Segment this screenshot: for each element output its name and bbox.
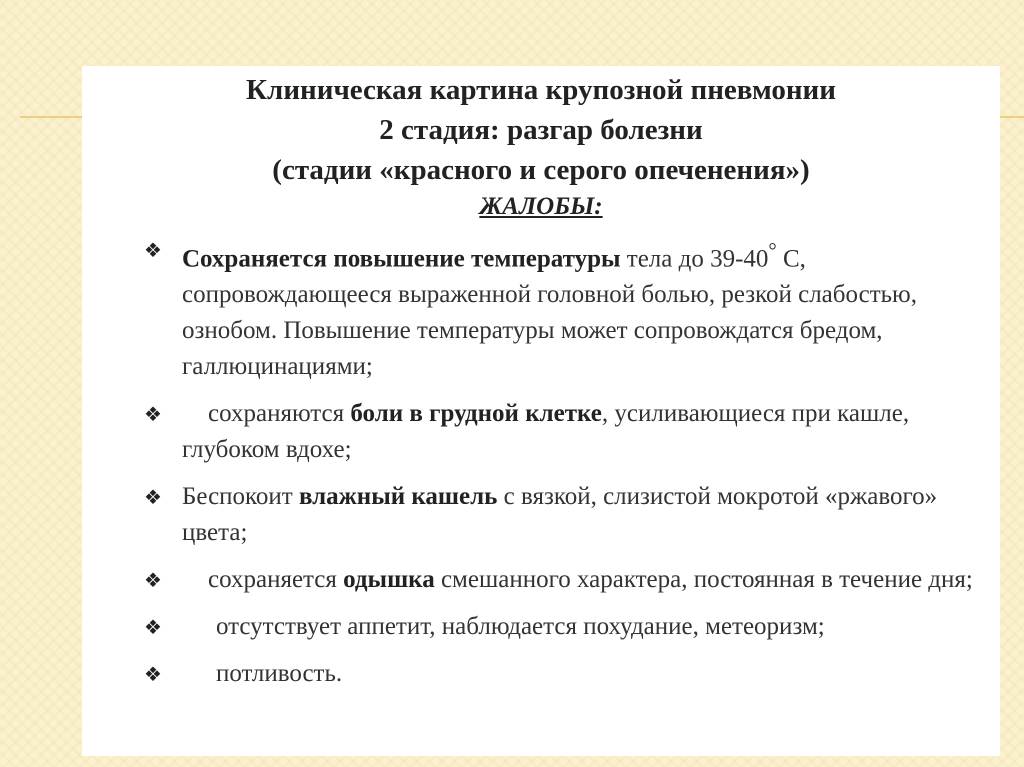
list-item xyxy=(144,609,994,645)
bold-phrase: боли в грудной клетке xyxy=(350,400,602,428)
list-item xyxy=(144,562,994,598)
bold-phrase: Сохраняется повышение температуры xyxy=(182,245,621,273)
diamond-bullet-icon: ❖ xyxy=(144,485,162,510)
list-item xyxy=(144,656,994,692)
item-text: сохраняется xyxy=(208,566,344,594)
title-line: 2 стадия: разгар болезни xyxy=(379,114,703,146)
slide-content-card xyxy=(82,66,1000,756)
item-text: с вязкой, слизистой мокротой «ржавого» цвета; xyxy=(182,483,938,547)
diamond-bullet-icon: ❖ xyxy=(144,662,162,687)
item-text: смешанного характера, постоянная в течение дня; xyxy=(434,566,973,594)
list-item xyxy=(144,232,994,385)
bold-phrase: влажный кашель xyxy=(298,483,498,511)
diamond-bullet-icon: ❖ xyxy=(144,402,162,427)
complaints-heading: ЖАЛОБЫ: xyxy=(479,193,603,220)
item-text: Беспокоит xyxy=(182,483,299,511)
diamond-bullet-icon: ❖ xyxy=(144,615,162,640)
item-text: тела до 39-40 xyxy=(620,245,769,273)
degree-symbol: ° xyxy=(768,238,777,262)
list-item xyxy=(144,396,994,468)
title-line: Клиническая картина крупозной пневмонии xyxy=(246,74,836,106)
bold-phrase: одышка xyxy=(343,566,435,594)
decorative-rule-left xyxy=(20,116,90,118)
item-text: , усиливающиеся при кашле, глубоком вдохе; xyxy=(182,400,910,464)
item-text: сохраняются xyxy=(208,400,351,428)
item-text: потливость. xyxy=(216,660,343,688)
item-text: С, сопровождающееся выраженной головной болью, резкой слабостью, ознобом. Повышение температуры может сопровождатся бредом, галлюцинациями; xyxy=(182,245,917,381)
item-text: отсутствует аппетит, наблюдается похудание, метеоризм; xyxy=(216,613,825,641)
title-line: (стадии «красного и серого опеченения») xyxy=(272,154,810,186)
list-item xyxy=(144,479,994,551)
diamond-bullet-icon: ❖ xyxy=(144,238,162,262)
complaints-list xyxy=(144,232,994,703)
slide-title xyxy=(82,70,1000,190)
diamond-bullet-icon: ❖ xyxy=(144,568,162,593)
